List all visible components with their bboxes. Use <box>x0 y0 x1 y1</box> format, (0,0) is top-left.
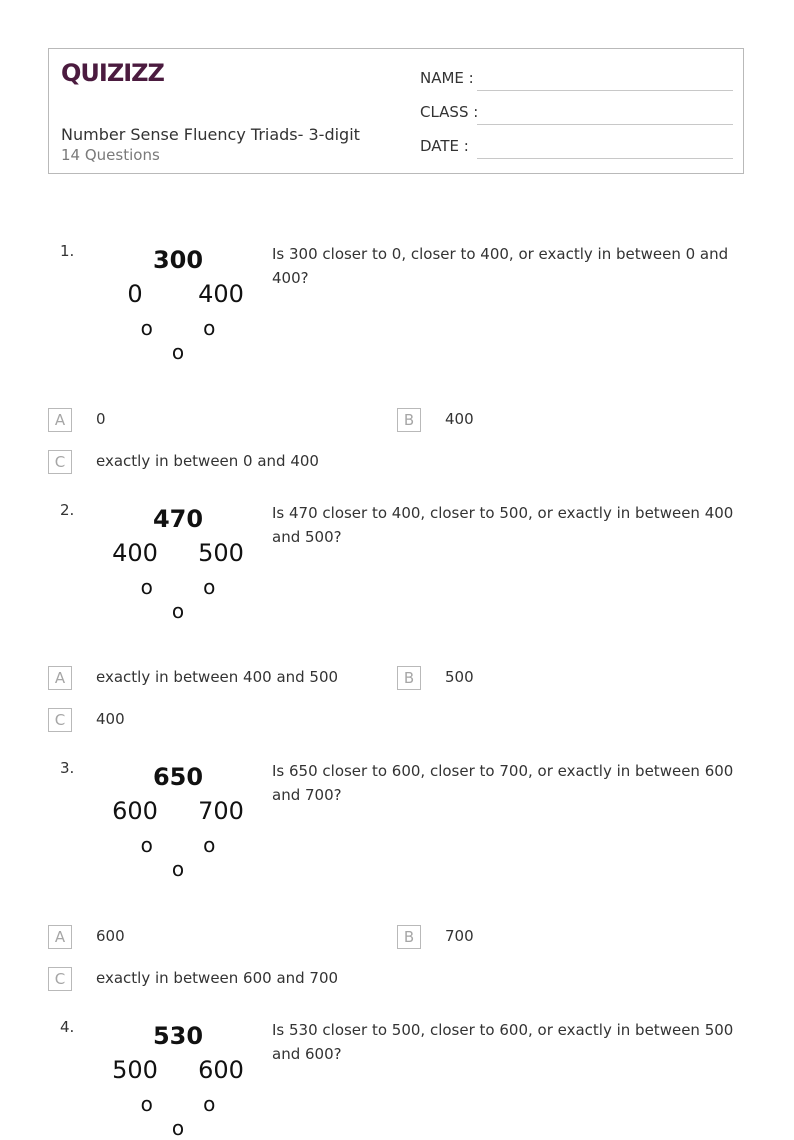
option-a-box[interactable]: A <box>48 408 72 432</box>
name-field[interactable] <box>420 69 733 91</box>
class-line[interactable] <box>477 124 733 125</box>
worksheet-header <box>48 48 744 174</box>
question-count: 14 Questions <box>61 146 160 164</box>
triad-right-number: 600 <box>198 1056 244 1084</box>
triad-circles: o o o <box>140 316 238 364</box>
question-text: Is 300 closer to 0, closer to 400, or exactly in between 0 and 400? <box>272 245 729 287</box>
question-number: 4. <box>60 1018 75 1036</box>
class-field[interactable] <box>420 103 733 125</box>
option-c-text: exactly in between 600 and 700 <box>96 969 339 987</box>
question-number: 3. <box>60 759 75 777</box>
number-triad <box>100 763 260 881</box>
triad-left-number: 0 <box>127 280 143 308</box>
triad-right-number: 700 <box>198 797 244 825</box>
triad-left-number: 400 <box>112 539 158 567</box>
triad-left-number: 500 <box>112 1056 158 1084</box>
option-b-box[interactable]: B <box>397 408 421 432</box>
option-b-box[interactable]: B <box>397 925 421 949</box>
triad-right-number: 400 <box>198 280 244 308</box>
triad-target-number: 530 <box>152 1022 204 1050</box>
triad-circles: o o o <box>140 575 238 623</box>
question-text: Is 530 closer to 500, closer to 600, or exactly in between 500 and 600? <box>272 1021 734 1063</box>
triad-target-number: 300 <box>152 246 204 274</box>
number-triad <box>100 505 260 623</box>
name-line[interactable] <box>477 90 733 91</box>
option-c-box[interactable]: C <box>48 450 72 474</box>
option-b-text: 700 <box>445 927 474 945</box>
question-text: Is 650 closer to 600, closer to 700, or exactly in between 600 and 700? <box>272 762 734 804</box>
triad-right-number: 500 <box>198 539 244 567</box>
number-triad <box>100 246 260 364</box>
worksheet-title: Number Sense Fluency Triads- 3-digit <box>61 125 360 144</box>
option-a-text: exactly in between 400 and 500 <box>96 668 339 686</box>
quizizz-logo: QUIZIZZ <box>61 59 164 87</box>
question-text: Is 470 closer to 400, closer to 500, or exactly in between 400 and 500? <box>272 504 734 546</box>
question-number: 1. <box>60 242 75 260</box>
option-a-box[interactable]: A <box>48 666 72 690</box>
option-c-text: exactly in between 0 and 400 <box>96 452 319 470</box>
number-triad <box>100 1022 260 1140</box>
triad-target-number: 470 <box>152 505 204 533</box>
option-b-box[interactable]: B <box>397 666 421 690</box>
class-label: CLASS : <box>420 103 479 121</box>
option-b-text: 400 <box>445 410 474 428</box>
date-label: DATE : <box>420 137 469 155</box>
option-a-box[interactable]: A <box>48 925 72 949</box>
option-c-box[interactable]: C <box>48 967 72 991</box>
option-c-text: 400 <box>96 710 125 728</box>
name-label: NAME : <box>420 69 474 87</box>
date-line[interactable] <box>477 158 733 159</box>
option-c-box[interactable]: C <box>48 708 72 732</box>
triad-circles: o o o <box>140 1092 238 1140</box>
option-b-text: 500 <box>445 668 474 686</box>
option-a-text: 600 <box>96 927 125 945</box>
question-number: 2. <box>60 501 75 519</box>
triad-target-number: 650 <box>152 763 204 791</box>
date-field[interactable] <box>420 137 733 159</box>
option-a-text: 0 <box>96 410 106 428</box>
triad-circles: o o o <box>140 833 238 881</box>
triad-left-number: 600 <box>112 797 158 825</box>
